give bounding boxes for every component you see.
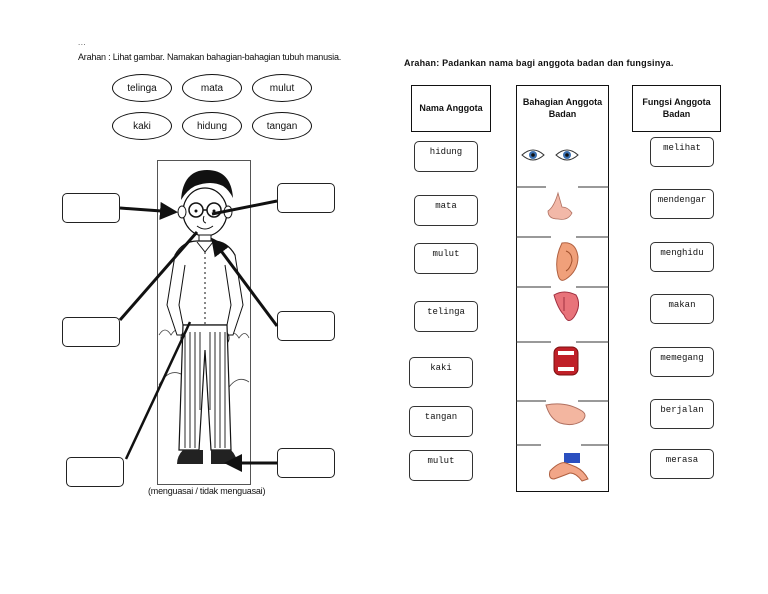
pointer-hand	[126, 322, 190, 459]
header-nama-anggota: Nama Anggota	[411, 85, 491, 132]
name-box-kaki[interactable]: kaki	[409, 357, 473, 388]
function-box-melihat[interactable]: melihat	[650, 137, 714, 167]
function-box-berjalan[interactable]: berjalan	[650, 399, 714, 429]
word-oval-kaki: kaki	[112, 112, 172, 140]
body-part-images	[516, 85, 609, 492]
pointer-ear	[120, 208, 175, 212]
right-instruction: Arahan: Padankan nama bagi anggota badan dan fungsinya.	[404, 58, 674, 68]
left-instruction: Arahan : Lihat gambar. Namakan bahagian-bahagian tubuh manusia.	[78, 52, 342, 62]
word-oval-telinga: telinga	[112, 74, 172, 102]
pointer-eye	[212, 201, 277, 214]
name-box-mata[interactable]: mata	[414, 195, 478, 226]
ear-image	[557, 243, 578, 281]
hand-image	[546, 404, 585, 425]
pointer-mouth	[213, 240, 277, 326]
mouth-image	[554, 347, 578, 375]
function-box-merasa[interactable]: merasa	[650, 449, 714, 479]
pointer-nose	[120, 232, 197, 320]
function-box-mendengar[interactable]: mendengar	[650, 189, 714, 219]
nose-image	[548, 193, 572, 219]
name-box-mulut-2[interactable]: mulut	[409, 450, 473, 481]
name-box-hidung[interactable]: hidung	[414, 141, 478, 172]
mastery-caption: (menguasai / tidak menguasai)	[148, 486, 266, 496]
name-box-tangan[interactable]: tangan	[409, 406, 473, 437]
function-box-memegang[interactable]: memegang	[650, 347, 714, 377]
word-oval-mulut: mulut	[252, 74, 312, 102]
function-box-menghidu[interactable]: menghidu	[650, 242, 714, 272]
name-box-telinga[interactable]: telinga	[414, 301, 478, 332]
word-oval-mata: mata	[182, 74, 242, 102]
name-box-mulut[interactable]: mulut	[414, 243, 478, 274]
word-oval-tangan: tangan	[252, 112, 312, 140]
word-oval-hidung: hidung	[182, 112, 242, 140]
leg-image	[550, 453, 589, 481]
cut-off-header: ...	[78, 38, 87, 47]
header-fungsi-anggota: Fungsi Anggota Badan	[632, 85, 721, 132]
header-bahagian-anggota: Bahagian Anggota Badan	[516, 85, 609, 132]
function-box-makan[interactable]: makan	[650, 294, 714, 324]
tongue-image	[554, 292, 579, 321]
eyes-image	[522, 150, 578, 160]
